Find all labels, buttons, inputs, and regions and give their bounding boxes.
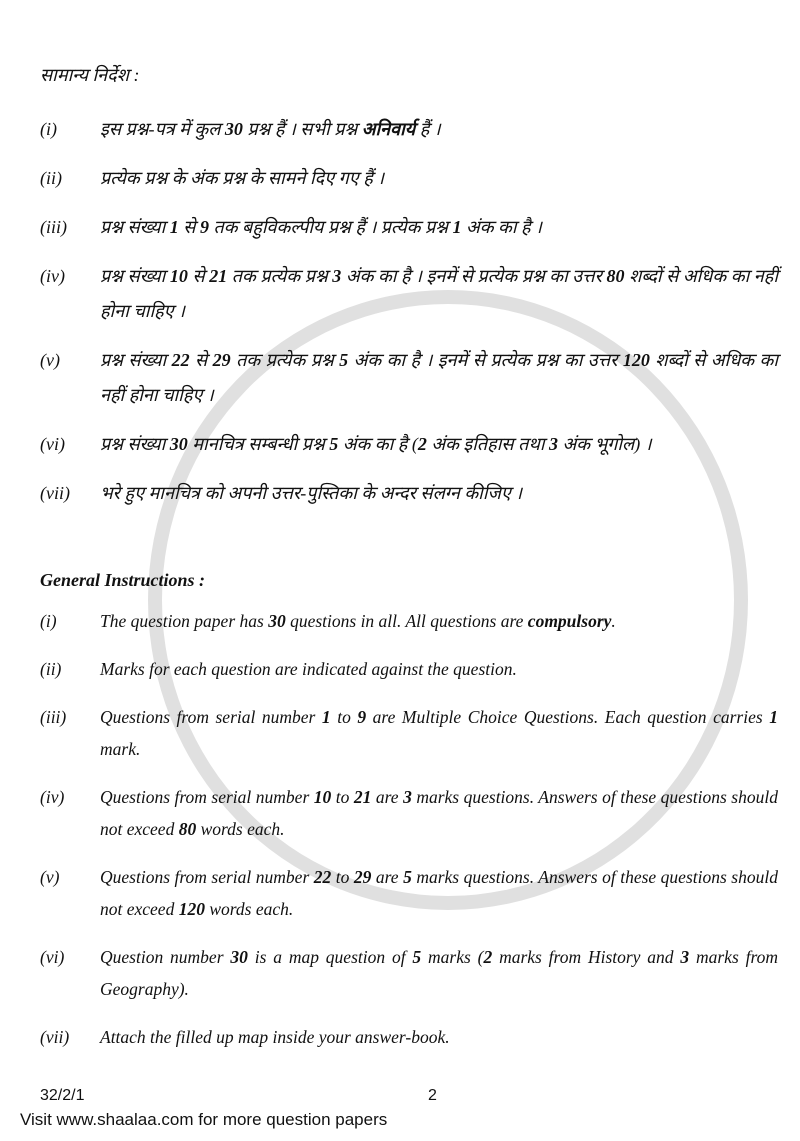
english-heading: General Instructions : — [40, 570, 206, 590]
item-number: (ii) — [40, 659, 62, 679]
text-segment: words each. — [196, 819, 285, 839]
text-segment: are — [371, 867, 404, 887]
text-segment: अंक का है ( — [338, 434, 418, 454]
text-segment: से — [187, 266, 210, 286]
item-text — [100, 476, 778, 511]
text-segment: तक बहुविकल्पीय प्रश्न हैं । प्रत्येक प्रश्न — [208, 217, 453, 237]
bold-text: compulsory — [527, 611, 612, 631]
text-segment: Questions from serial number — [100, 867, 314, 887]
text-segment: अंक का है । इनमें से प्रत्येक प्रश्न का उत्तर — [348, 350, 623, 370]
text-segment: . — [611, 611, 616, 631]
item-number: (iv) — [40, 266, 65, 286]
bold-text: 120 — [622, 350, 650, 370]
text-segment: to — [331, 867, 354, 887]
text-segment: तक प्रत्येक प्रश्न — [230, 350, 340, 370]
instruction-item — [40, 112, 778, 147]
text-segment: हैं । — [415, 119, 441, 139]
instruction-item — [40, 653, 778, 685]
bold-text: 3 — [680, 947, 690, 967]
bold-text: 1 — [169, 217, 179, 237]
text-segment: प्रश्न हैं । सभी प्रश्न — [242, 119, 362, 139]
text-segment: Attach the filled up map inside your answer-book. — [100, 1027, 450, 1047]
bold-text: अनिवार्य — [361, 119, 416, 139]
bold-text: 5 — [329, 434, 339, 454]
text-segment: प्रश्न संख्या — [100, 217, 170, 237]
text-segment: इस प्रश्न-पत्र में कुल — [100, 119, 225, 139]
item-number: (iii) — [40, 217, 67, 237]
item-number: (vii) — [40, 483, 70, 503]
instruction-item — [40, 781, 778, 845]
text-segment: mark. — [100, 739, 141, 759]
english-section — [40, 567, 778, 1053]
item-text — [100, 1021, 778, 1053]
item-text — [100, 605, 778, 637]
text-segment: marks questions. Answers of these questions should not exceed — [100, 867, 778, 919]
instruction-item — [40, 210, 778, 245]
bold-text: 80 — [606, 266, 625, 286]
text-segment: भरे हुए मानचित्र को अपनी उत्तर-पुस्तिका के अन्दर संलग्न कीजिए । — [100, 483, 523, 503]
item-number: (vi) — [40, 434, 65, 454]
item-text — [100, 259, 778, 329]
hindi-heading: सामान्य निर्देश : — [40, 65, 140, 85]
item-text — [100, 653, 778, 685]
bold-text: 22 — [171, 350, 190, 370]
paper-code: 32/2/1 — [40, 1087, 85, 1104]
bold-text: 9 — [357, 707, 367, 727]
bold-text: 2 — [417, 434, 427, 454]
text-segment: marks questions. Answers of these questions should not exceed — [100, 787, 778, 839]
text-segment: अंक का है । — [461, 217, 542, 237]
bold-text: 1 — [769, 707, 778, 727]
text-segment: to — [330, 707, 358, 727]
item-text — [100, 343, 778, 413]
bold-text: 2 — [483, 947, 493, 967]
bold-text: 21 — [353, 787, 372, 807]
bold-text: 30 — [169, 434, 188, 454]
text-segment: to — [331, 787, 354, 807]
bold-text: 80 — [178, 819, 197, 839]
text-segment: अंक इतिहास तथा — [426, 434, 549, 454]
instruction-item — [40, 701, 778, 765]
text-segment: मानचित्र सम्बन्धी प्रश्न — [187, 434, 330, 454]
text-segment: से — [178, 217, 200, 237]
text-segment: is a map question of — [247, 947, 413, 967]
text-segment: marks from Geography). — [100, 947, 779, 999]
text-segment: अंक भूगोल) । — [558, 434, 652, 454]
text-segment: प्रश्न संख्या — [100, 434, 170, 454]
bold-text: 9 — [199, 217, 209, 237]
text-segment: words each. — [204, 899, 294, 919]
instruction-item — [40, 605, 778, 637]
item-number: (v) — [40, 867, 60, 887]
hindi-instructions — [40, 112, 778, 511]
bold-text: 1 — [321, 707, 331, 727]
instruction-item — [40, 1021, 778, 1053]
item-number: (i) — [40, 119, 57, 139]
item-text — [100, 941, 778, 1005]
text-segment: Marks for each question are indicated against the question. — [100, 659, 517, 679]
bold-text: 5 — [412, 947, 422, 967]
text-segment: प्रत्येक प्रश्न के अंक प्रश्न के सामने दिए गए हैं । — [100, 168, 385, 188]
item-number: (vii) — [40, 1027, 70, 1047]
text-segment: Questions from serial number — [100, 707, 322, 727]
item-number: (i) — [40, 611, 57, 631]
item-number: (v) — [40, 350, 60, 370]
instruction-item — [40, 476, 778, 511]
bold-text: 21 — [209, 266, 228, 286]
item-text — [100, 427, 778, 462]
bold-text: 30 — [224, 119, 243, 139]
item-text — [100, 701, 778, 765]
bold-text: 3 — [549, 434, 558, 454]
item-number: (vi) — [40, 947, 65, 967]
item-text — [100, 161, 778, 196]
instruction-item — [40, 259, 778, 329]
bold-text: 29 — [212, 350, 231, 370]
item-text — [100, 781, 778, 845]
item-text — [100, 861, 778, 925]
text-segment: शब्दों से अधिक का नहीं होना चाहिए । — [100, 350, 778, 405]
bold-text: 120 — [178, 899, 205, 919]
text-segment: The question paper has — [100, 611, 269, 631]
text-segment: प्रश्न संख्या — [100, 266, 170, 286]
bold-text: 5 — [339, 350, 349, 370]
bold-text: 10 — [313, 787, 332, 807]
text-segment: अंक का है । इनमें से प्रत्येक प्रश्न का उत्तर — [341, 266, 607, 286]
hindi-section — [40, 62, 778, 511]
text-segment: शब्दों से अधिक का नहीं होना चाहिए । — [100, 266, 779, 321]
text-segment: are — [371, 787, 404, 807]
text-segment: are Multiple Choice Questions. Each question carries — [366, 707, 770, 727]
bold-text: 29 — [353, 867, 372, 887]
english-instructions — [40, 605, 778, 1053]
text-segment: से — [189, 350, 213, 370]
bold-text: 30 — [268, 611, 286, 631]
visit-link[interactable]: Visit www.shaalaa.com for more question papers — [20, 1110, 388, 1129]
item-number: (ii) — [40, 168, 62, 188]
instruction-item — [40, 861, 778, 925]
instruction-item — [40, 941, 778, 1005]
bold-text: 22 — [313, 867, 332, 887]
text-segment: marks ( — [421, 947, 484, 967]
bold-text: 30 — [230, 947, 248, 967]
instruction-item — [40, 343, 778, 413]
bold-text: 5 — [403, 867, 412, 887]
item-number: (iii) — [40, 707, 67, 727]
instruction-item — [40, 161, 778, 196]
item-text — [100, 210, 778, 245]
page-number: 2 — [428, 1087, 437, 1104]
text-segment: questions in all. All questions are — [285, 611, 528, 631]
text-segment: प्रश्न संख्या — [100, 350, 172, 370]
text-segment: Question number — [100, 947, 231, 967]
text-segment: marks from History and — [492, 947, 681, 967]
text-segment: तक प्रत्येक प्रश्न — [227, 266, 333, 286]
bold-text: 3 — [332, 266, 342, 286]
item-text — [100, 112, 778, 147]
bold-text: 10 — [169, 266, 188, 286]
text-segment: Questions from serial number — [100, 787, 314, 807]
bold-text: 3 — [403, 787, 412, 807]
item-number: (iv) — [40, 787, 65, 807]
instruction-item — [40, 427, 778, 462]
bold-text: 1 — [452, 217, 462, 237]
